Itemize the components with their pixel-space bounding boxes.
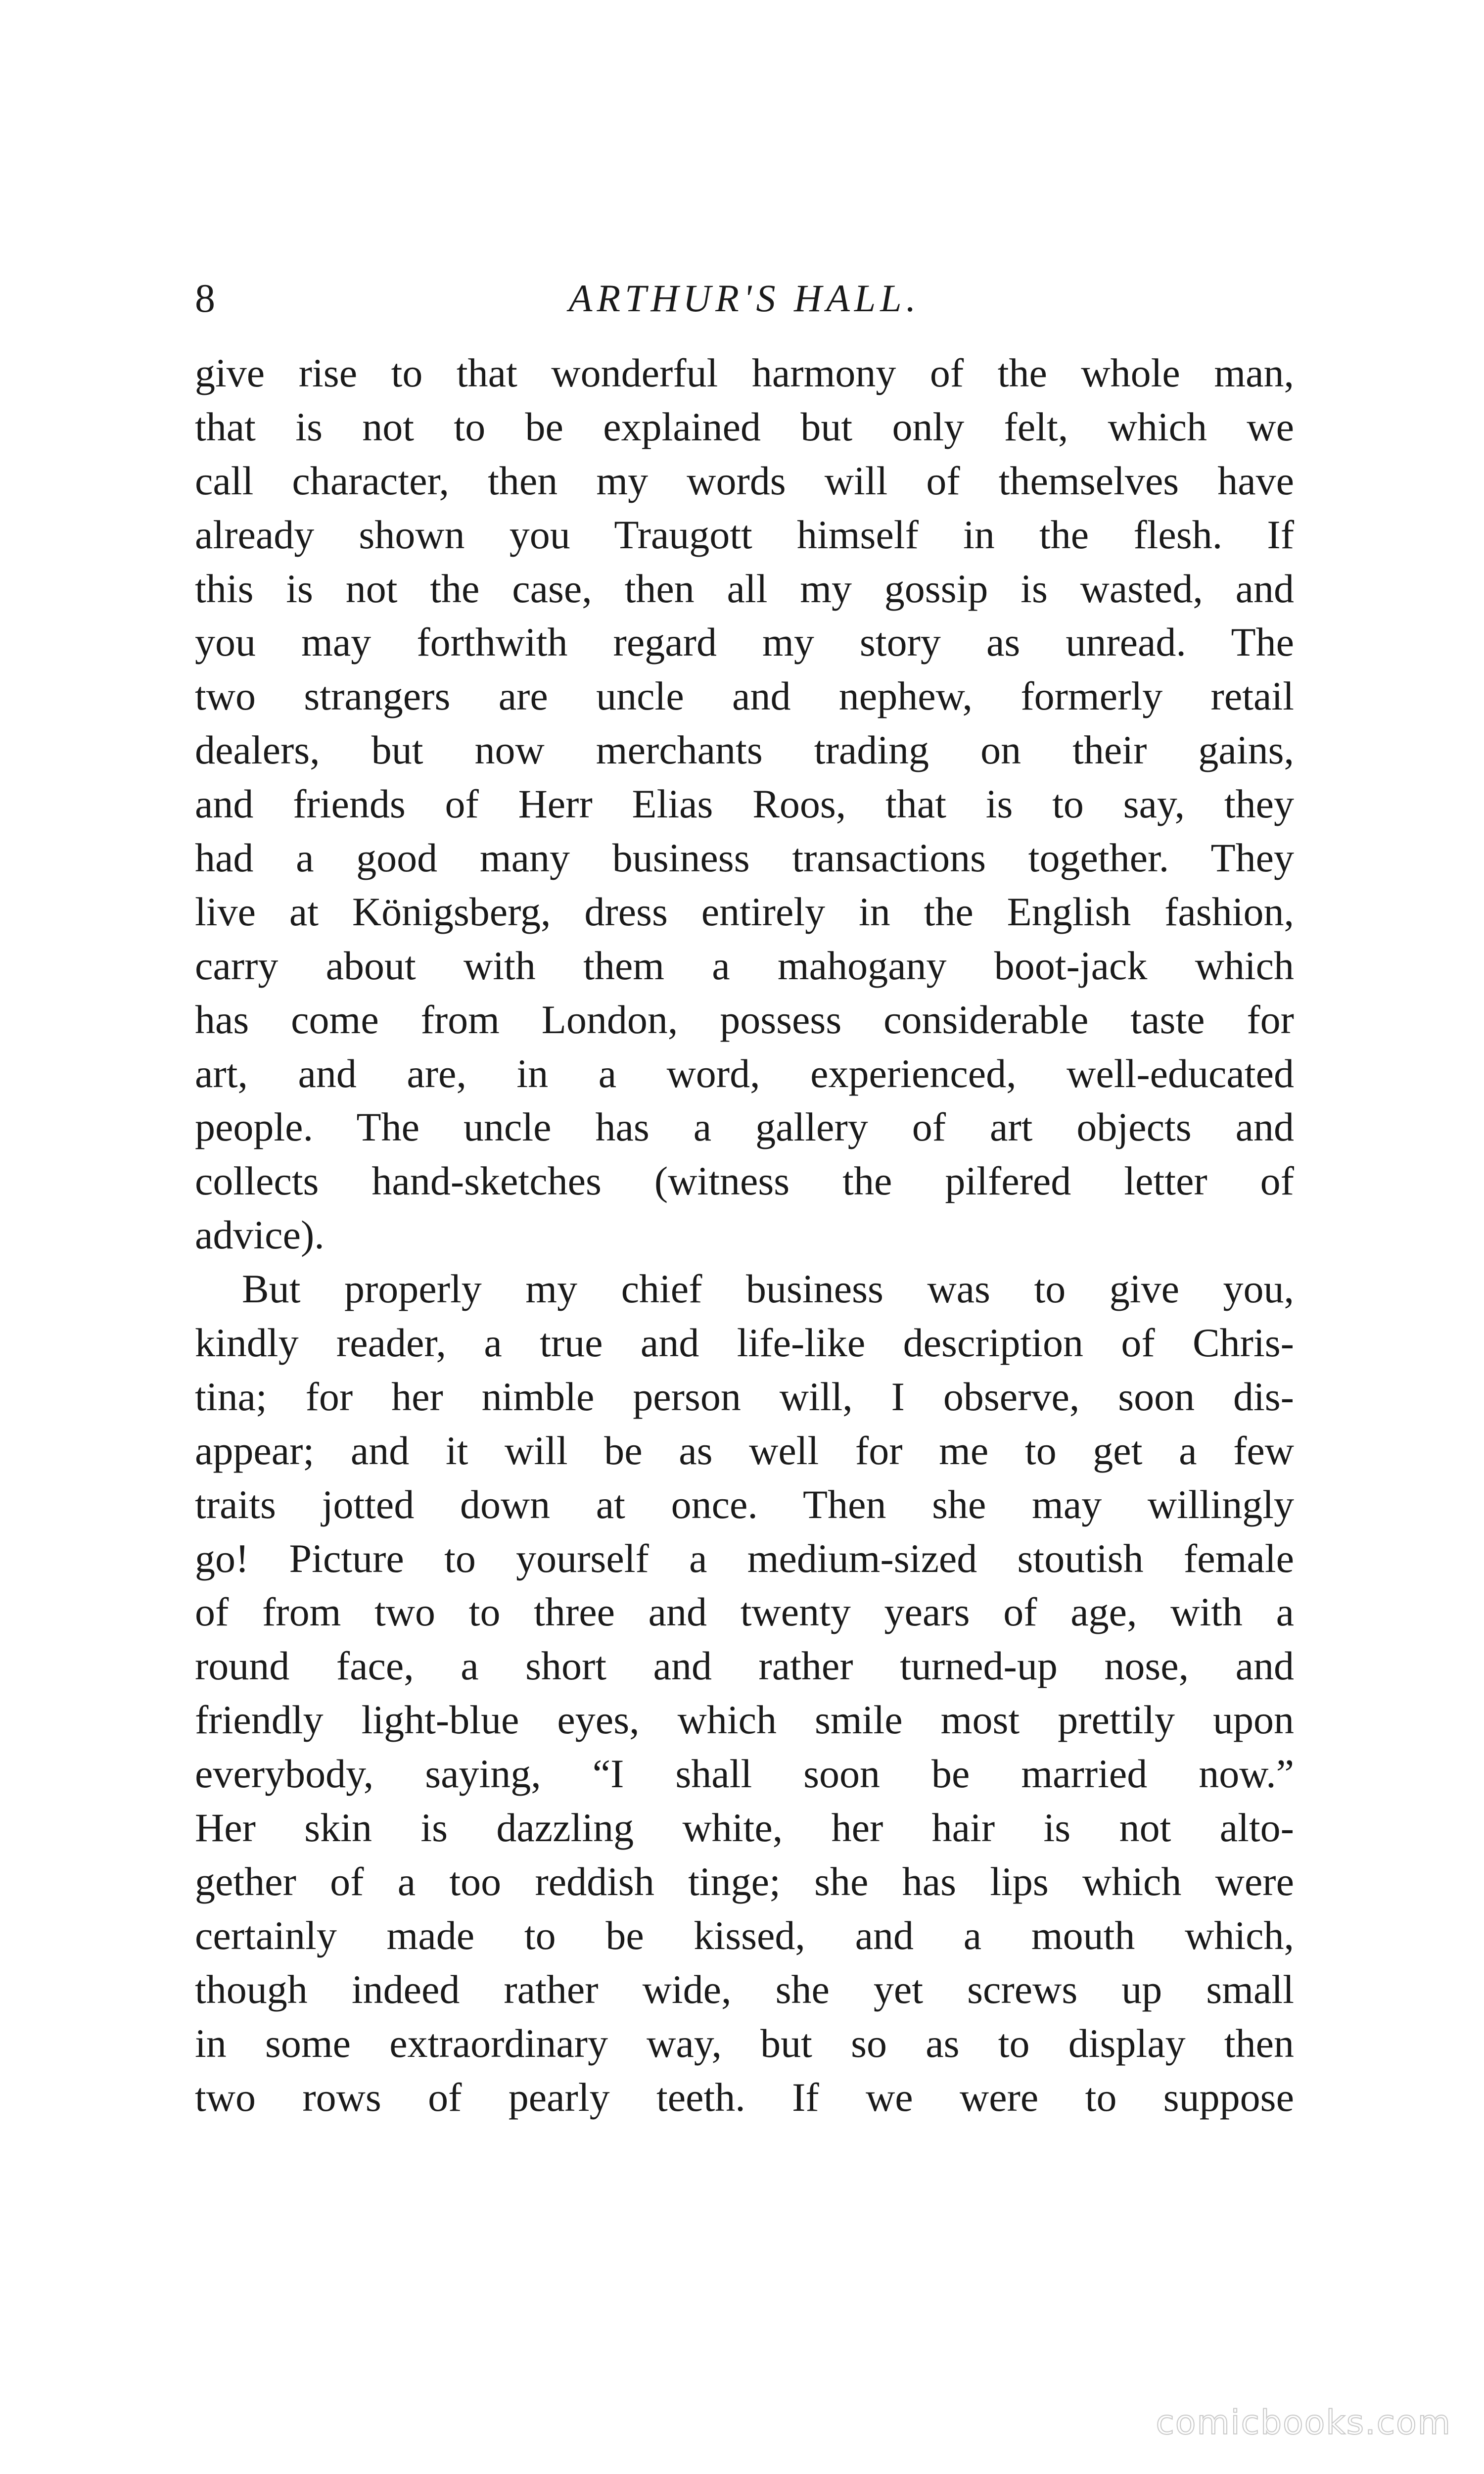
text-line: call character, then my words will of themselves have: [195, 458, 1294, 503]
running-head: [195, 271, 1294, 326]
text-line: certainly made to be kissed, and a mouth which,: [195, 1912, 1294, 1958]
text-line: dealers, but now merchants trading on their gains,: [195, 727, 1294, 773]
text-line: give rise to that wonderful harmony of the whole man,: [195, 350, 1294, 395]
text-line: carry about with them a mahogany boot-jack which: [195, 943, 1294, 988]
text-line: that is not to be explained but only felt, which we: [195, 404, 1294, 449]
text-line: and friends of Herr Elias Roos, that is to say, they: [195, 781, 1294, 827]
page-number: 8: [195, 276, 215, 321]
text-line: this is not the case, then all my gossip is wasted, and: [195, 566, 1294, 611]
text-line: round face, a short and rather turned-up nose, and: [195, 1643, 1294, 1689]
text-line: friendly light-blue eyes, which smile most prettily upon: [195, 1697, 1294, 1743]
text-line: Her skin is dazzling white, her hair is not alto-: [195, 1805, 1294, 1851]
paragraph-start-line: But properly my chief business was to give you,: [242, 1266, 1294, 1312]
text-line: live at Königsberg, dress entirely in the English fashion,: [195, 889, 1294, 934]
text-line: traits jotted down at once. Then she may willingly: [195, 1481, 1294, 1527]
text-line: art, and are, in a word, experienced, well-educated: [195, 1050, 1294, 1096]
text-line: had a good many business transactions together. They: [195, 835, 1294, 881]
text-line: has come from London, possess considerable taste for: [195, 997, 1294, 1042]
text-line: already shown you Traugott himself in the flesh. If: [195, 512, 1294, 557]
text-line: two rows of pearly teeth. If we were to suppose: [195, 2074, 1294, 2120]
watermark: comicbooks.com: [1156, 2403, 1451, 2442]
body-text: [195, 346, 1294, 2124]
text-line: two strangers are uncle and nephew, formerly retail: [195, 673, 1294, 719]
text-line: everybody, saying, “I shall soon be married now.”: [195, 1751, 1294, 1797]
text-line: in some extraordinary way, but so as to display then: [195, 2020, 1294, 2066]
text-line: go! Picture to yourself a medium-sized stoutish female: [195, 1535, 1294, 1581]
text-line: collects hand-sketches (witness the pilfered letter of: [195, 1158, 1294, 1204]
text-line: appear; and it will be as well for me to get a few: [195, 1427, 1294, 1473]
paragraph-end-line: advice).: [195, 1212, 325, 1258]
text-line: kindly reader, a true and life-like description of Chris-: [195, 1320, 1294, 1366]
text-line: though indeed rather wide, she yet screws up small: [195, 1966, 1294, 2012]
running-title: ARTHUR'S HALL.: [568, 277, 921, 320]
text-line: gether of a too reddish tinge; she has lips which were: [195, 1858, 1294, 1904]
text-line: tina; for her nimble person will, I observe, soon dis-: [195, 1374, 1294, 1419]
text-line: of from two to three and twenty years of age, with a: [195, 1589, 1294, 1635]
text-line: you may forthwith regard my story as unread. The: [195, 619, 1294, 665]
text-line: people. The uncle has a gallery of art objects and: [195, 1104, 1294, 1150]
